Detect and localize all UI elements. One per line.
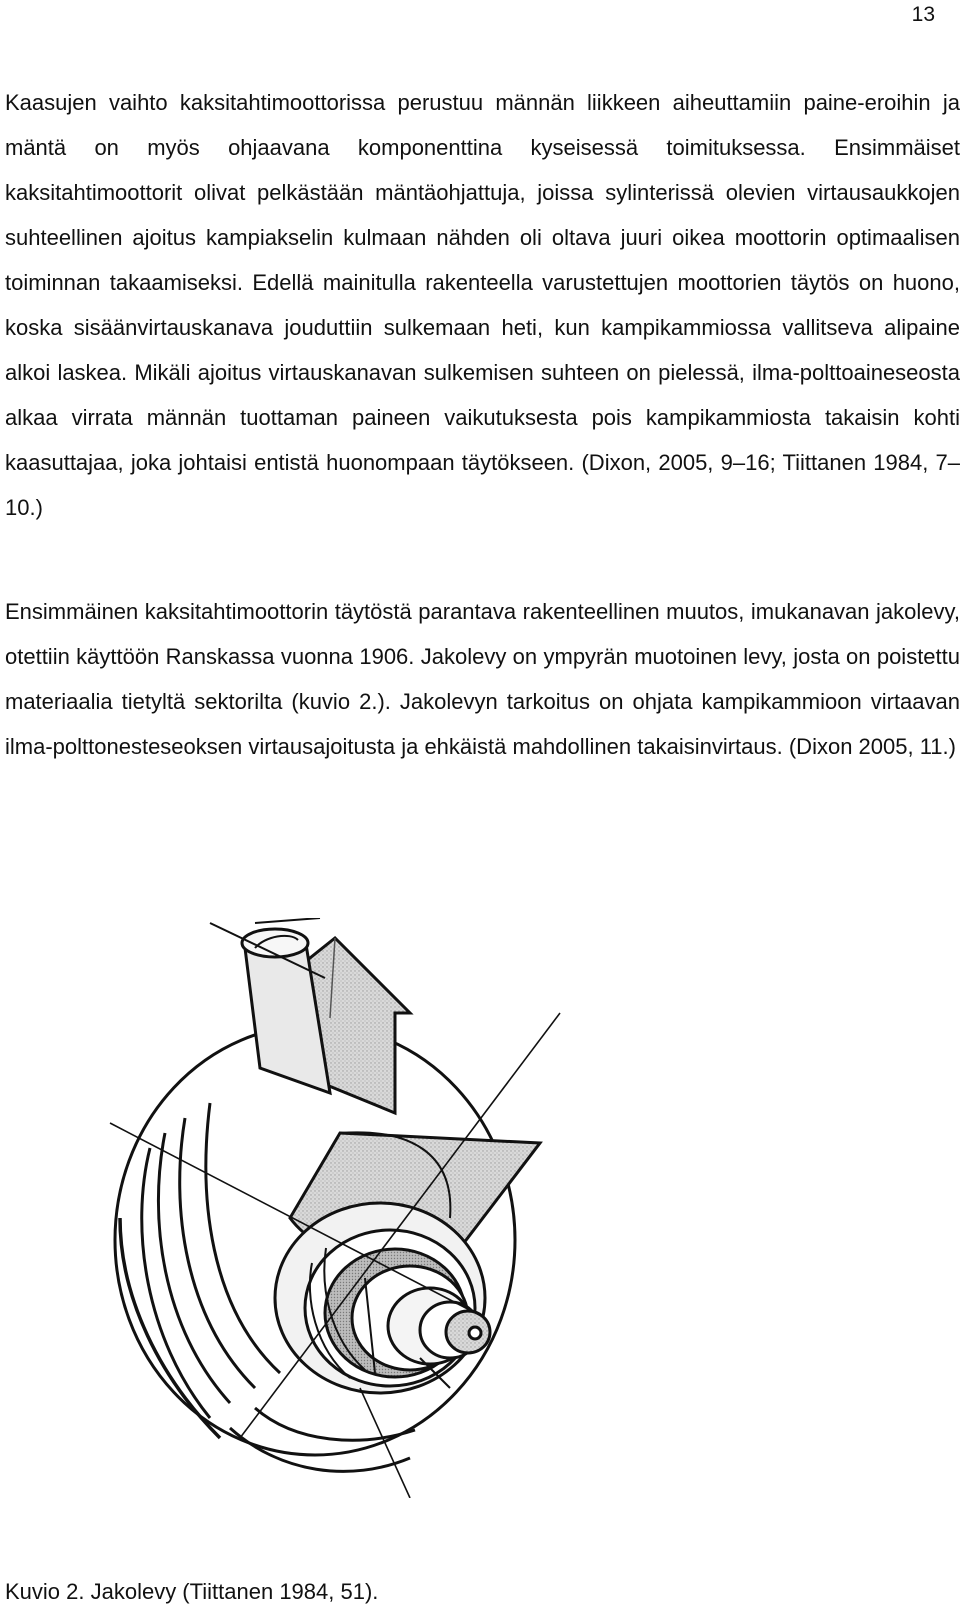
figure-caption: Kuvio 2. Jakolevy (Tiittanen 1984, 51). bbox=[5, 1579, 379, 1604]
paragraph-rotary-valve: Ensimmäinen kaksitahtimoottorin täytöstä parantava rakenteellinen muutos, imukanavan jakolevy, otettiin käyttöön Ranskassa vuonna 1906. Jakolevy on ympyrän muotoinen levy, josta on poistettu materiaalia tietyltä sektorilta (kuvio 2.). Jakolevyn tarkoitus on ohjata kampikammioon virtaavan ilma-polttonesteseoksen virtausajoitusta ja ehkäistä mahdollinen takaisinvirtaus. (Dixon 2005, 11.) bbox=[5, 599, 960, 759]
page-number: 13 bbox=[911, 3, 935, 26]
rotary-valve-illustration bbox=[90, 918, 590, 1498]
paragraph-gas-exchange: Kaasujen vaihto kaksitahtimoottorissa perustuu männän liikkeen aiheuttamiin paine-eroihin ja mäntä on myös ohjaavana komponenttina kyseisessä toimituksessa. Ensimmäiset kaksitahtimoottorit olivat pelkästään mäntäohjattuja, joissa sylinterissä olevien virtausaukkojen suhteellinen ajoitus kampiakselin kulmaan nähden oli oltava juuri oikea moottorin optimaalisen toiminnan takaamiseksi. Edellä mainitulla rakenteella varustettujen moottorien täytös on huono, koska sisäänvirtauskanava jouduttiin sulkemaan heti, kun kampikammiossa vallitseva alipaine alkoi laskea. Mikäli ajoitus virtauskanavan sulkemisen suhteen on pielessä, ilma-polttoaineseosta alkaa virrata männän tuottaman paineen vaikutuksesta pois kampikammiosta takaisin kohti kaasuttajaa, joka johtaisi entistä huonompaan täytökseen. (Dixon, 2005, 9–16; Tiittanen 1984, 7–10.) bbox=[5, 90, 960, 520]
